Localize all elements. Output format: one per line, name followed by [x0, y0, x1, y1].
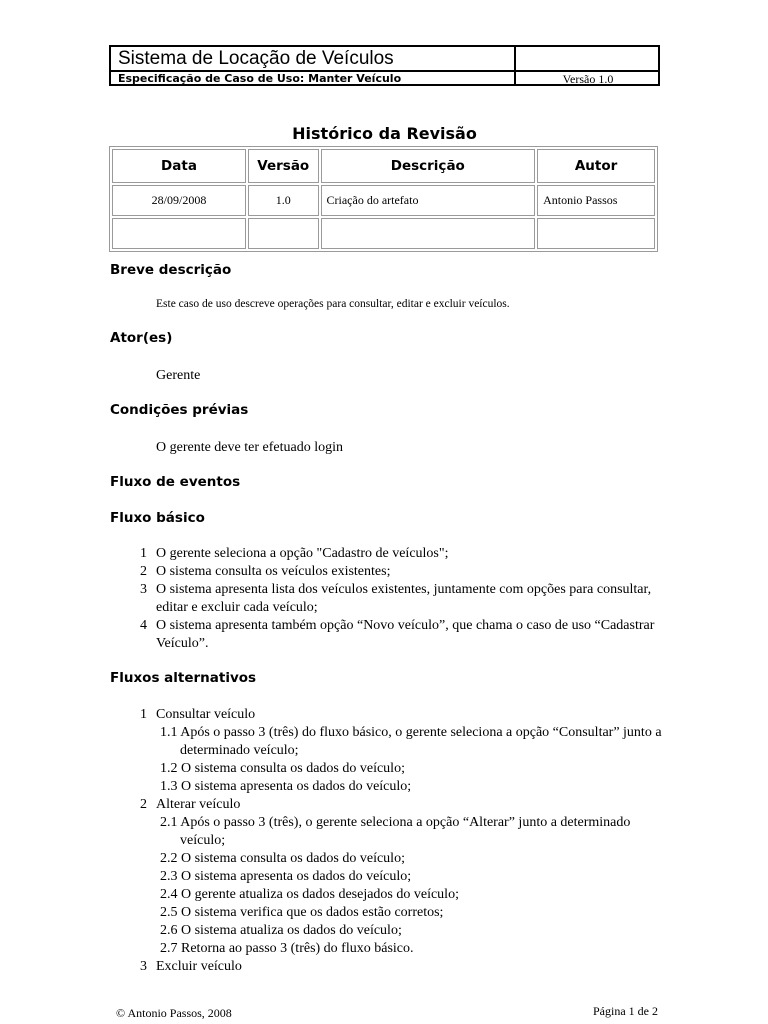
list-item	[110, 563, 670, 581]
brief-description-text: Este caso de uso descreve operações para consultar, editar e excluir veículos.	[156, 298, 510, 310]
alt-flow-list	[110, 706, 670, 976]
revision-version: 1.0	[248, 185, 319, 216]
revision-date: 28/09/2008	[112, 185, 246, 216]
step-text: Após o passo 3 (três), o gerente seleciona a opção “Alterar” junto a determinado veículo;	[180, 815, 631, 848]
section-heading-flow: Fluxo de eventos	[110, 474, 241, 490]
revision-author: Antonio Passos	[537, 185, 655, 216]
revision-table	[109, 146, 658, 252]
list-item	[110, 724, 670, 760]
step-number: 2.6	[160, 923, 178, 938]
basic-flow-list	[110, 545, 670, 653]
header-divider	[514, 47, 516, 84]
revision-description: Criação do artefato	[321, 185, 536, 216]
step-text: O sistema apresenta os dados do veículo;	[181, 779, 412, 794]
flow-title: Consultar veículo	[156, 707, 256, 722]
step-number: 2.4	[160, 887, 178, 902]
flow-number: 2	[140, 797, 147, 812]
table-row	[112, 218, 655, 249]
step-number: 4	[140, 618, 147, 633]
step-number: 1.2	[160, 761, 178, 776]
step-text: O sistema apresenta lista dos veículos existentes, juntamente com opções para consultar, editar e excluir cada veículo;	[156, 582, 652, 615]
flow-number: 3	[140, 959, 147, 974]
step-text: O sistema atualiza os dados do veículo;	[181, 923, 402, 938]
flow-number: 1	[140, 707, 147, 722]
footer-page-number: Página 1 de 2	[593, 1004, 658, 1018]
list-item	[110, 940, 670, 958]
header-subtitle-row	[111, 72, 658, 86]
preconditions-text: O gerente deve ter efetuado login	[156, 440, 343, 455]
list-item	[110, 796, 670, 814]
column-header: Versão	[248, 149, 319, 183]
list-item	[110, 868, 670, 886]
step-text: Após o passo 3 (três) do fluxo básico, o gerente seleciona a opção “Consultar” junto a determinado veículo;	[180, 725, 662, 758]
footer-copyright: © Antonio Passos, 2008	[116, 1006, 232, 1020]
column-header: Descrição	[321, 149, 536, 183]
step-number: 2.1	[160, 815, 178, 830]
revision-header-row	[112, 149, 655, 183]
list-item	[110, 760, 670, 778]
list-item	[110, 814, 670, 850]
step-number: 1.1	[160, 725, 178, 740]
revision-version	[248, 218, 319, 249]
step-text: O gerente seleciona a opção "Cadastro de veículos";	[156, 546, 449, 561]
document-subtitle: Especificação de Caso de Uso: Manter Veículo	[118, 72, 402, 85]
list-item	[110, 904, 670, 922]
step-text: O sistema consulta os dados do veículo;	[181, 851, 405, 866]
list-item	[110, 617, 670, 653]
list-item	[110, 545, 670, 563]
list-item	[110, 886, 670, 904]
actors-text: Gerente	[156, 368, 201, 383]
section-heading-basic-flow: Fluxo básico	[110, 510, 205, 526]
revision-date	[112, 218, 246, 249]
section-heading-actors: Ator(es)	[110, 330, 173, 346]
document-header	[109, 45, 660, 86]
revision-title: Histórico da Revisão	[292, 124, 477, 143]
document-title: Sistema de Locação de Veículos	[118, 48, 394, 69]
section-heading-alt-flows: Fluxos alternativos	[110, 670, 257, 686]
step-number: 2.7	[160, 941, 178, 956]
flow-title: Excluir veículo	[156, 959, 242, 974]
revision-author	[537, 218, 655, 249]
step-text: O sistema verifica que os dados estão corretos;	[181, 905, 444, 920]
step-number: 2.2	[160, 851, 178, 866]
section-heading-brief: Breve descrição	[110, 262, 232, 278]
flow-title: Alterar veículo	[156, 797, 241, 812]
list-item	[110, 581, 670, 617]
step-text: O sistema apresenta também opção “Novo veículo”, que chama o caso de uso “Cadastrar Veículo”.	[156, 618, 655, 651]
list-item	[110, 922, 670, 940]
list-item	[110, 778, 670, 796]
column-header: Data	[112, 149, 246, 183]
step-text: O gerente atualiza os dados desejados do veículo;	[181, 887, 459, 902]
step-number: 2	[140, 564, 147, 579]
list-item	[110, 958, 670, 976]
step-number: 1.3	[160, 779, 178, 794]
revision-description	[321, 218, 536, 249]
step-text: O sistema consulta os veículos existentes;	[156, 564, 391, 579]
column-header: Autor	[537, 149, 655, 183]
list-item	[110, 706, 670, 724]
header-title-row	[111, 47, 658, 72]
step-text: O sistema consulta os dados do veículo;	[181, 761, 405, 776]
table-row	[112, 185, 655, 216]
step-number: 2.5	[160, 905, 178, 920]
document-version: Versão 1.0	[562, 72, 614, 86]
list-item	[110, 850, 670, 868]
step-number: 1	[140, 546, 147, 561]
section-heading-preconditions: Condições prévias	[110, 402, 249, 418]
step-number: 2.3	[160, 869, 178, 884]
step-text: O sistema apresenta os dados do veículo;	[181, 869, 412, 884]
step-number: 3	[140, 582, 147, 597]
step-text: Retorna ao passo 3 (três) do fluxo básico.	[181, 941, 414, 956]
